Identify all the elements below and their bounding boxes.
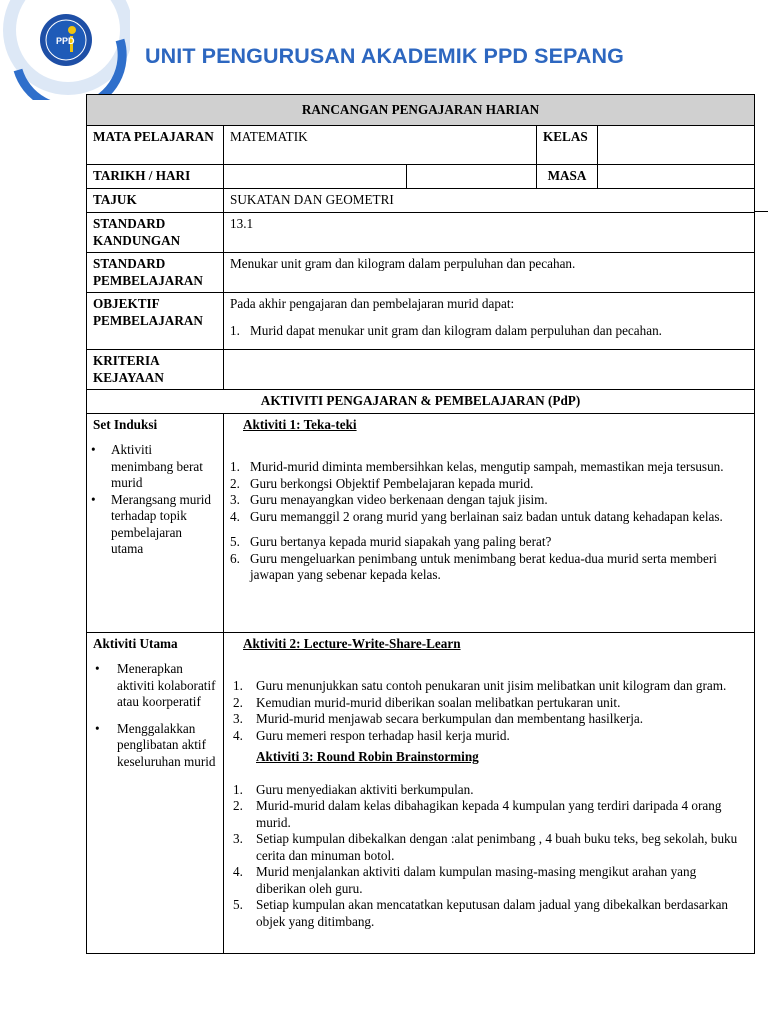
kriteria-row bbox=[87, 350, 755, 390]
aktiviti-3-title: Aktiviti 3: Round Robin Brainstorming bbox=[256, 749, 479, 764]
aktiviti-3-step: 5. Setiap kumpulan akan mencatatkan keputusan dalam jadual yang dibekalkan berdasarkan objek yang ditimbang. bbox=[233, 897, 729, 929]
aktiviti-1-step: 1. Murid-murid diminta membersihkan kelas, mengutip sampah, memastikan meja tersusun. bbox=[230, 459, 724, 474]
title-row bbox=[87, 95, 755, 126]
kriteria-label: KRITERIA KEJAYAAN bbox=[87, 350, 224, 390]
tajuk-value: SUKATAN DAN GEOMETRI bbox=[224, 189, 755, 213]
set-induksi-side-item: • Aktiviti menimbang berat murid bbox=[91, 442, 203, 490]
aktiviti-utama-side bbox=[87, 632, 224, 953]
rph-title: RANCANGAN PENGAJARAN HARIAN bbox=[87, 95, 755, 126]
aktiviti-1-step: 2. Guru berkongsi Objektif Pembelajaran kepada murid. bbox=[230, 475, 534, 491]
objektif-label: OBJEKTIF PEMBELAJARAN bbox=[87, 293, 224, 350]
aktiviti-3-step: 2. Murid-murid dalam kelas dibahagikan kepada 4 kumpulan yang terdiri daripada 4 orang murid. bbox=[233, 798, 722, 830]
aktiviti-utama-label: Aktiviti Utama bbox=[93, 635, 178, 651]
kriteria-value bbox=[224, 350, 755, 390]
aktiviti-2-title: Aktiviti 2: Lecture-Write-Share-Learn bbox=[243, 635, 461, 651]
mata-pelajaran-row bbox=[87, 126, 755, 165]
aktiviti-1-step: 5. Guru bertanya kepada murid siapakah yang paling berat? bbox=[230, 534, 552, 549]
aktiviti-utama-content bbox=[224, 632, 755, 953]
standard-kandungan-value: 13.1 bbox=[224, 213, 755, 253]
set-induksi-label: Set Induksi bbox=[93, 416, 158, 432]
standard-pembelajaran-label: STANDARD PEMBELAJARAN bbox=[87, 253, 224, 293]
aktiviti-1-title: Aktiviti 1: Teka-teki bbox=[243, 416, 357, 432]
aktiviti-1-step: 6. Guru mengeluarkan penimbang untuk menimbang berat kedua-dua murid serta memberi jawapan yang sebenar kepada kelas. bbox=[230, 550, 717, 582]
set-induksi-side-list bbox=[93, 442, 217, 558]
standard-kandungan-row bbox=[87, 213, 755, 253]
rph-table-wrapper bbox=[86, 94, 754, 954]
mata-pelajaran-label: MATA PELAJARAN bbox=[87, 126, 224, 165]
aktiviti-utama-side-item: • Menggalakkan penglibatan aktif keseluruhan murid bbox=[95, 720, 216, 769]
logo-text: PPD bbox=[56, 36, 75, 46]
aktiviti-heading-row bbox=[87, 390, 755, 414]
objektif-cell bbox=[224, 293, 755, 350]
aktiviti-2-step: 2. Kemudian murid-murid diberikan soalan melibatkan pertukaran unit. bbox=[233, 694, 621, 710]
org-title: UNIT PENGURUSAN AKADEMIK PPD SEPANG bbox=[145, 44, 624, 68]
kelas-value bbox=[598, 126, 755, 165]
aktiviti-2-step: 3. Murid-murid menjawab secara berkumpulan dan membentang hasilkerja. bbox=[233, 711, 644, 726]
aktiviti-3-step: 4. Murid menjalankan aktiviti dalam kumpulan masing-masing mengikut arahan yang diberikan oleh guru. bbox=[233, 864, 697, 896]
tajuk-row bbox=[87, 189, 755, 213]
masa-label: MASA bbox=[537, 165, 598, 189]
masa-value bbox=[598, 165, 755, 189]
tarikh-label: TARIKH / HARI bbox=[87, 165, 224, 189]
tajuk-label: TAJUK bbox=[87, 189, 224, 213]
aktiviti-3-steps bbox=[230, 782, 748, 931]
aktiviti-heading: AKTIVITI PENGAJARAN & PEMBELAJARAN (PdP) bbox=[87, 390, 755, 414]
aktiviti-3-step: 1. Guru menyediakan aktiviti berkumpulan. bbox=[233, 781, 474, 797]
objektif-row bbox=[87, 293, 755, 350]
aktiviti-utama-row bbox=[87, 632, 755, 953]
mata-pelajaran-value: MATEMATIK bbox=[224, 126, 537, 165]
set-induksi-content bbox=[224, 413, 755, 632]
objektif-intro: Pada akhir pengajaran dan pembelajaran murid dapat: bbox=[230, 296, 515, 311]
ppd-logo bbox=[0, 0, 130, 100]
aktiviti-2-steps bbox=[230, 678, 748, 744]
set-induksi-row bbox=[87, 413, 755, 632]
tajuk-row-extension-line bbox=[754, 211, 768, 212]
standard-pembelajaran-row bbox=[87, 253, 755, 293]
aktiviti-1-steps-b bbox=[230, 534, 748, 584]
aktiviti-1-step: 4. Guru memanggil 2 orang murid yang berlainan saiz badan untuk datang kehadapan kelas. bbox=[230, 508, 723, 524]
tarikh-value-1 bbox=[224, 165, 407, 189]
aktiviti-utama-side-item: • Menerapkan aktiviti kolaboratif atau koorperatif bbox=[95, 661, 216, 709]
ppd-logo-icon bbox=[0, 0, 130, 100]
kelas-label: KELAS bbox=[537, 126, 598, 165]
aktiviti-3-step: 3. Setiap kumpulan dibekalkan dengan :alat penimbang , 4 buah buku teks, beg sekolah, buku cerita dan minuman botol. bbox=[233, 831, 738, 863]
set-induksi-side bbox=[87, 413, 224, 632]
tarikh-value-2 bbox=[407, 165, 537, 189]
standard-pembelajaran-value: Menukar unit gram dan kilogram dalam perpuluhan dan pecahan. bbox=[224, 253, 755, 293]
aktiviti-1-step: 3. Guru menayangkan video berkenaan dengan tajuk jisim. bbox=[230, 492, 548, 507]
aktiviti-1-steps-a bbox=[230, 459, 748, 525]
aktiviti-2-step: 1. Guru menunjukkan satu contoh penukaran unit jisim melibatkan unit kilogram dan gram. bbox=[233, 678, 727, 693]
tarikh-row bbox=[87, 165, 755, 189]
set-induksi-side-item: • Merangsang murid terhadap topik pembelajaran utama bbox=[91, 491, 211, 556]
aktiviti-utama-side-list bbox=[93, 661, 217, 770]
aktiviti-2-step: 4. Guru memeri respon terhadap hasil kerja murid. bbox=[233, 727, 510, 743]
rph-table bbox=[86, 94, 755, 954]
objektif-list bbox=[230, 323, 748, 340]
standard-kandungan-label: STANDARD KANDUNGAN bbox=[87, 213, 224, 253]
objektif-item: 1. Murid dapat menukar unit gram dan kilogram dalam perpuluhan dan pecahan. bbox=[230, 322, 662, 338]
